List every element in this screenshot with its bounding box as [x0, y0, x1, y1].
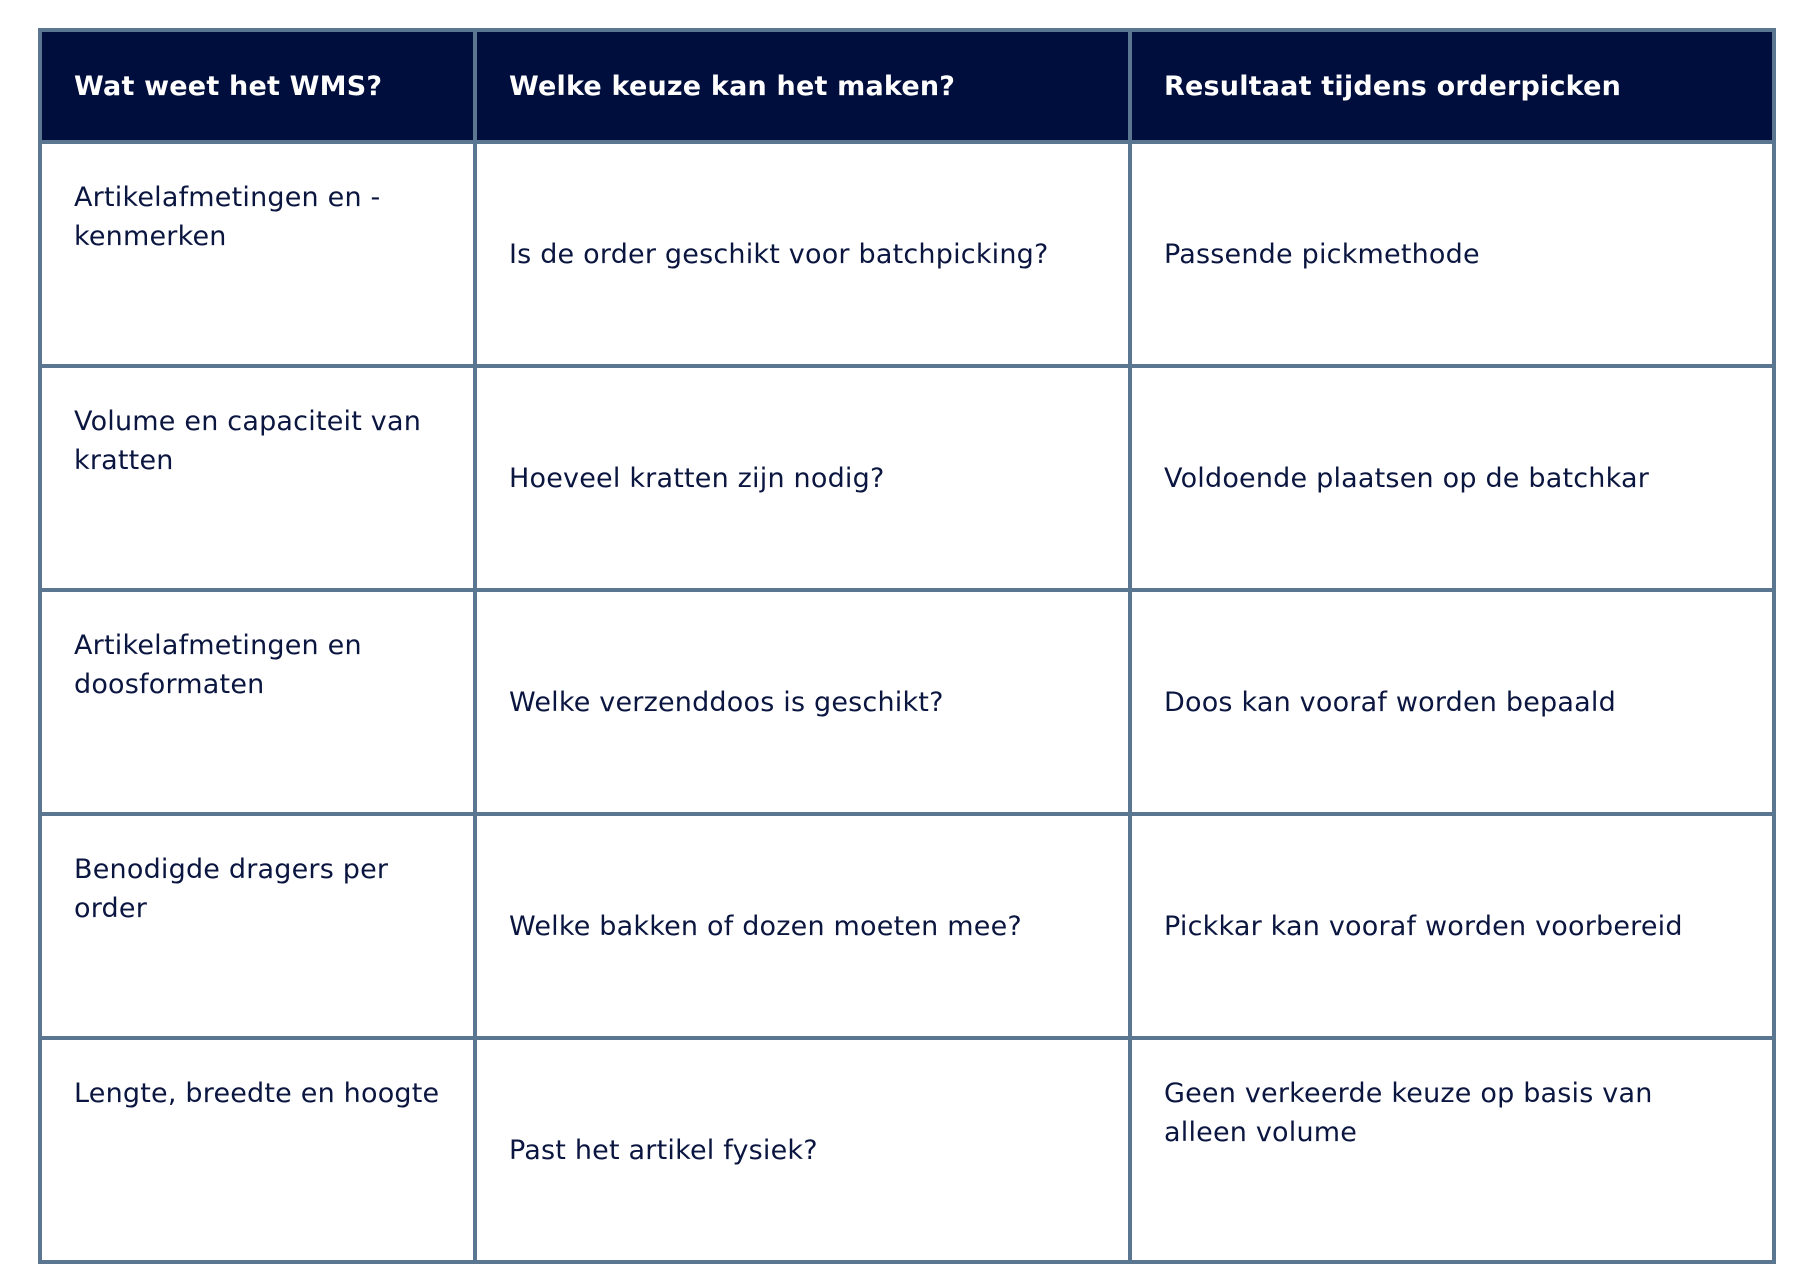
table-cell-choice: Hoeveel kratten zijn nodig?: [475, 366, 1130, 590]
table-cell-choice: Past het artikel fysiek?: [475, 1038, 1130, 1262]
table-cell-result: Doos kan vooraf worden bepaald: [1130, 590, 1774, 814]
table-cell-result: Passende pickmethode: [1130, 142, 1774, 366]
wms-comparison-table: [38, 28, 1776, 1264]
table-cell-result: Voldoende plaatsen op de batchkar: [1130, 366, 1774, 590]
table-row: [40, 590, 1774, 814]
header-cell-wms-knowledge: Wat weet het WMS?: [40, 30, 475, 142]
table-cell-wms-knowledge: Benodigde dragers per order: [40, 814, 475, 1038]
table-cell-wms-knowledge: Lengte, breedte en hoogte: [40, 1038, 475, 1262]
table-cell-wms-knowledge: Artikelafmetingen en -kenmerken: [40, 142, 475, 366]
table-cell-choice: Welke verzenddoos is geschikt?: [475, 590, 1130, 814]
table-row: [40, 1038, 1774, 1262]
header-cell-result: Resultaat tijdens orderpicken: [1130, 30, 1774, 142]
table-cell-wms-knowledge: Artikelafmetingen en doosformaten: [40, 590, 475, 814]
header-cell-choice: Welke keuze kan het maken?: [475, 30, 1130, 142]
table-cell-wms-knowledge: Volume en capaciteit van kratten: [40, 366, 475, 590]
table-row: [40, 814, 1774, 1038]
table-cell-result: Geen verkeerde keuze op basis van alleen volume: [1130, 1038, 1774, 1262]
table-cell-result: Pickkar kan vooraf worden voorbereid: [1130, 814, 1774, 1038]
table-row: [40, 142, 1774, 366]
table-cell-choice: Is de order geschikt voor batchpicking?: [475, 142, 1130, 366]
table-header-row: [40, 30, 1774, 142]
table-cell-choice: Welke bakken of dozen moeten mee?: [475, 814, 1130, 1038]
table-row: [40, 366, 1774, 590]
